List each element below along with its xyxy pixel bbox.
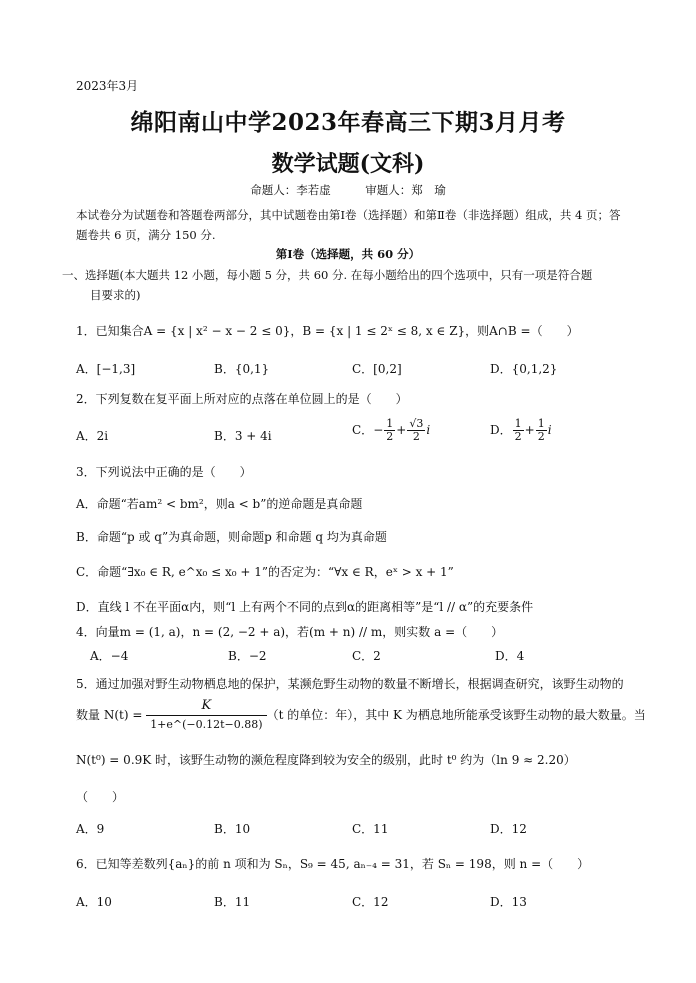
q5-formula-fraction: $\frac{K}{1+e\^{}(-0.12t-0.88)}$ xyxy=(146,697,266,734)
exam-date: 2023年3月 xyxy=(76,79,139,93)
question-5-line3: N(t⁰) = 0.9K 时，该野生动物的濒危程度降到较为安全的级别，此时 t⁰ 约为（ln 9 ≈ 2.20） xyxy=(76,753,576,767)
question-1-stem: 1．已知集合A = {x | x² − x − 2 ≤ 0}，B = {x | 1 ≤ 2ˣ ≤ 8, x ∈ Z}，则A∩B =（ ） xyxy=(76,324,579,338)
question-3-stem: 3．下列说法中正确的是（ ） xyxy=(76,465,252,479)
q2-option-d: D． $\frac{1}{2}$ + $\frac{1}{2}$ i xyxy=(490,417,552,443)
question-5-line1: 5．通过加强对野生动物栖息地的保护，某濒危野生动物的数量不断增长，根据调查研究，该野生动物的 xyxy=(76,677,624,691)
q2-option-c: C．− $\frac{1}{2}$ + $\frac{√3}{2}$ i xyxy=(352,417,431,443)
q1-option-c: C．[0,2] xyxy=(352,362,402,376)
q3-option-a: A．命题“若am² < bm²，则a < b”的逆命题是真命题 xyxy=(76,497,363,511)
q5-option-c: C．11 xyxy=(352,822,389,836)
question-5-paren: （ ） xyxy=(76,790,125,804)
q2-option-b: B．3 + 4i xyxy=(214,429,272,443)
q4-option-c: C．2 xyxy=(352,649,381,663)
q5-option-b: B．10 xyxy=(214,822,251,836)
part-heading-line2: 目要求的) xyxy=(90,288,141,302)
question-2-stem: 2．下列复数在复平面上所对应的点落在单位圆上的是（ ） xyxy=(76,392,408,406)
q1-option-d: D．{0,1,2} xyxy=(490,362,558,376)
exam-title: 绵阳南山中学2023年春高三下期3月月考 xyxy=(130,109,566,136)
exam-subtitle: 数学试题(文科) xyxy=(271,151,425,177)
q2-c-frac1: $\frac{1}{2}$ xyxy=(386,417,394,443)
q2-d-frac1: $\frac{1}{2}$ xyxy=(514,417,522,443)
q6-option-b: B．11 xyxy=(214,895,251,909)
q3-option-d: D．直线 l 不在平面α内，则“l 上有两个不同的点到α的距离相等”是“l // α”的充要条件 xyxy=(76,600,534,614)
question-6-stem: 6．已知等差数列{aₙ}的前 n 项和为 Sₙ，S₉ = 45, aₙ₋₄ = 31，若 Sₙ = 198，则 n =（ ） xyxy=(76,857,590,871)
q3-option-c: C．命题“∃x₀ ∈ R, e^x₀ ≤ x₀ + 1”的否定为：“∀x ∈ R，eˣ > x + 1” xyxy=(76,565,454,579)
q4-option-b: B．−2 xyxy=(228,649,267,663)
q5-option-a: A．9 xyxy=(76,822,105,836)
section-title: 第Ⅰ卷（选择题，共 60 分） xyxy=(275,247,421,261)
q1-option-a: A．[−1,3] xyxy=(76,362,136,376)
q6-option-a: A．10 xyxy=(76,895,112,909)
q2-c-frac2: $\frac{√3}{2}$ xyxy=(409,417,424,443)
q4-option-d: D．4 xyxy=(495,649,525,663)
q6-option-c: C．12 xyxy=(352,895,389,909)
q3-option-b: B．命题“p 或 q”为真命题，则命题p 和命题 q 均为真命题 xyxy=(76,530,387,544)
q5-option-d: D．12 xyxy=(490,822,527,836)
q2-option-c-label: C． xyxy=(352,423,374,437)
q2-d-frac2: $\frac{1}{2}$ xyxy=(537,417,545,443)
question-4-stem: 4．向量m = (1, a)，n = (2, −2 + a)，若(m + n) // m，则实数 a =（ ） xyxy=(76,625,504,639)
q6-option-d: D．13 xyxy=(490,895,527,909)
q2-option-a: A．2i xyxy=(76,429,109,443)
q2-option-d-label: D． xyxy=(490,423,512,437)
exam-intro: 本试卷分为试题卷和答题卷两部分，其中试题卷由第Ⅰ卷（选择题）和第Ⅱ卷（非选择题）组成，共 4 页；答题卷共 6 页，满分 150 分. xyxy=(76,208,621,242)
part-heading-line1: 一、选择题(本大题共 12 小题，每小题 5 分，共 60 分. 在每小题给出的四个选项中，只有一项是符合题 xyxy=(62,268,593,282)
question-5-line2: 数量 N(t) = $\frac{K}{1+e\^{}(-0.12t-0.88)}$ （t 的单位：年），其中 K 为栖息地所能承受该野生动物的最大数量。当 xyxy=(76,697,646,734)
q4-option-a: A．−4 xyxy=(90,649,129,663)
exam-authors: 命题人：李若虚 审题人：郑 瑜 xyxy=(250,183,446,197)
q1-option-b: B．{0,1} xyxy=(214,362,270,376)
